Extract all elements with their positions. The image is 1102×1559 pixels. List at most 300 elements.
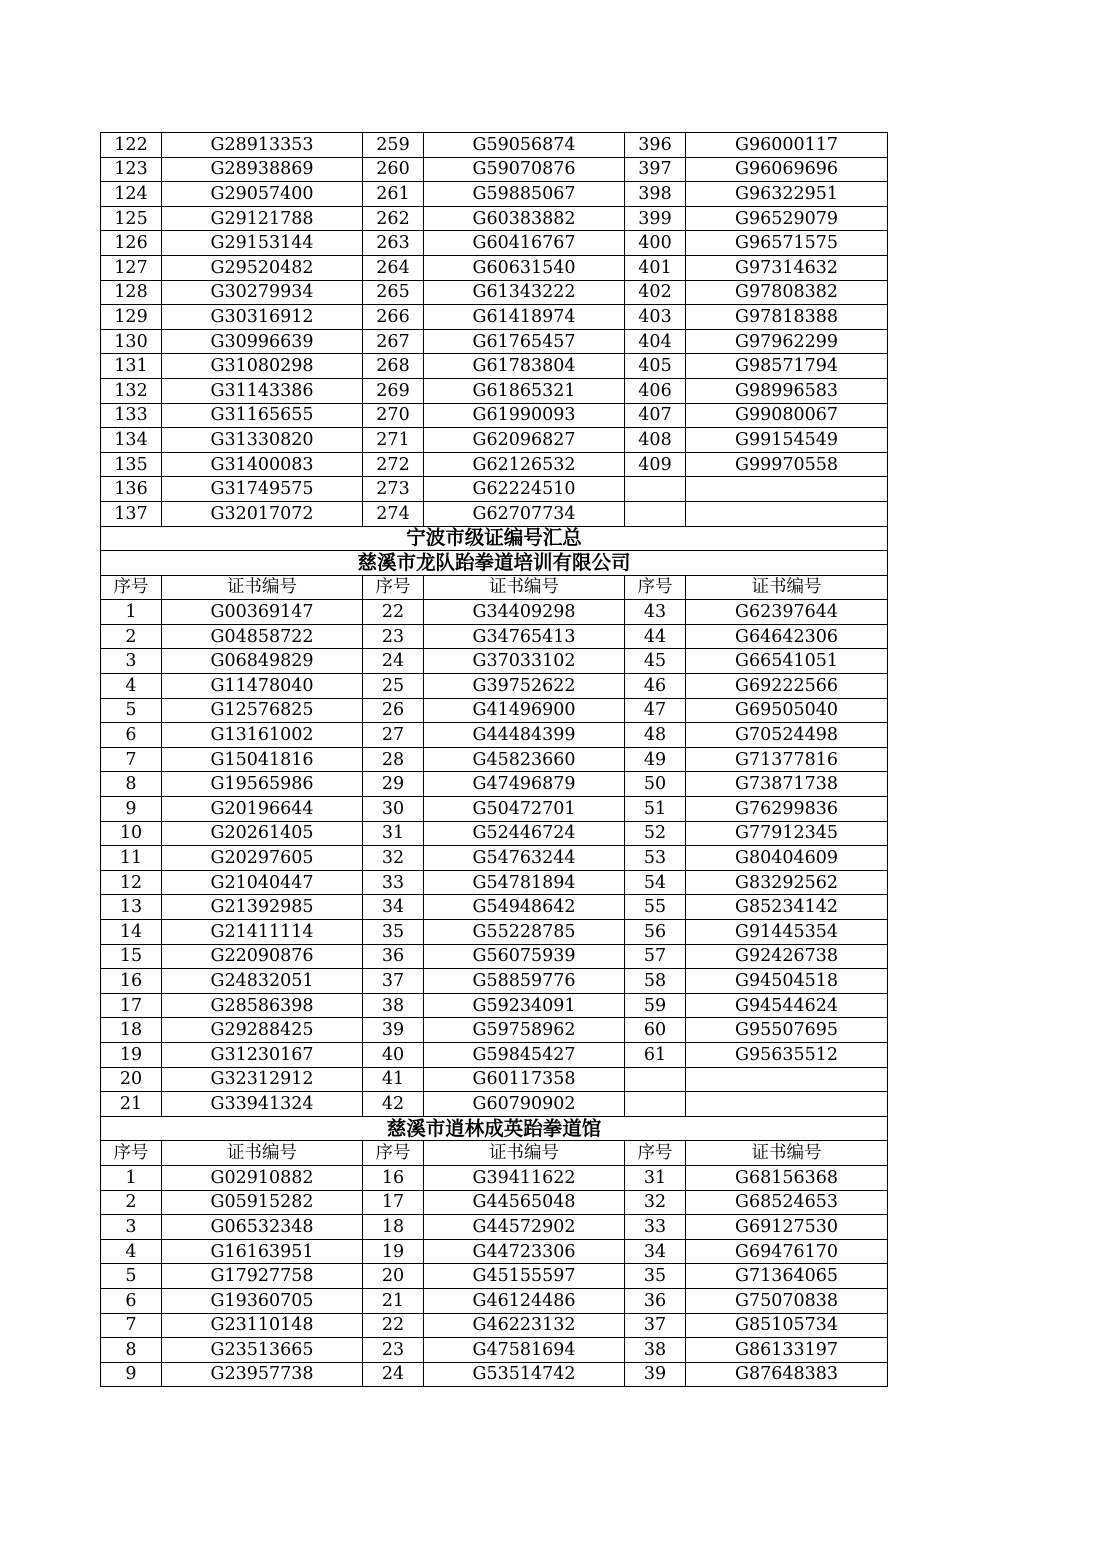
table-row (101, 772, 888, 797)
cert-number-cell: G71377816 (686, 747, 888, 772)
cert-number-cell: G86133197 (686, 1338, 888, 1363)
seq-cell: 133 (101, 403, 162, 428)
seq-cell: 45 (625, 649, 686, 674)
column-header-row (101, 575, 888, 600)
seq-cell: 403 (625, 305, 686, 330)
cert-number-cell: G39411622 (424, 1165, 625, 1190)
seq-cell: 7 (101, 1313, 162, 1338)
cert-number-cell: G59758962 (424, 1018, 625, 1043)
seq-cell: 268 (363, 354, 424, 379)
seq-cell: 23 (363, 624, 424, 649)
seq-cell: 35 (625, 1264, 686, 1289)
table-row (101, 649, 888, 674)
seq-cell: 124 (101, 182, 162, 207)
section-title: 慈溪市逍林成英跆拳道馆 (101, 1116, 888, 1141)
table-row (101, 231, 888, 256)
summary-title: 宁波市级证编号汇总 (101, 526, 888, 551)
seq-cell: 16 (363, 1165, 424, 1190)
seq-cell: 38 (363, 993, 424, 1018)
table-row (101, 797, 888, 822)
cert-number-cell: G00369147 (162, 600, 363, 625)
table-row (101, 1190, 888, 1215)
seq-cell: 273 (363, 477, 424, 502)
seq-cell: 37 (363, 969, 424, 994)
cert-number-cell: G37033102 (424, 649, 625, 674)
seq-cell (625, 1092, 686, 1117)
seq-cell: 128 (101, 280, 162, 305)
table-row (101, 895, 888, 920)
cert-number-cell: G23513665 (162, 1338, 363, 1363)
cert-number-cell: G69505040 (686, 698, 888, 723)
table-row (101, 747, 888, 772)
cert-number-cell: G61343222 (424, 280, 625, 305)
cert-number-cell: G30996639 (162, 329, 363, 354)
cert-number-cell: G30279934 (162, 280, 363, 305)
seq-cell: 43 (625, 600, 686, 625)
section-title-row (101, 1116, 888, 1141)
seq-cell: 22 (363, 1313, 424, 1338)
cert-number-cell: G05915282 (162, 1190, 363, 1215)
cert-number-cell: G20297605 (162, 846, 363, 871)
table-row (101, 403, 888, 428)
table-row (101, 477, 888, 502)
cert-number-cell: G24832051 (162, 969, 363, 994)
cert-number-cell: G31230167 (162, 1042, 363, 1067)
table-row (101, 182, 888, 207)
seq-cell: 406 (625, 378, 686, 403)
seq-cell: 21 (101, 1092, 162, 1117)
table-row (101, 1092, 888, 1117)
seq-cell: 264 (363, 255, 424, 280)
seq-cell: 129 (101, 305, 162, 330)
cert-number-cell: G62397644 (686, 600, 888, 625)
seq-cell: 15 (101, 944, 162, 969)
cert-number-header: 证书编号 (686, 1141, 888, 1166)
seq-cell: 60 (625, 1018, 686, 1043)
cert-number-cell: G04858722 (162, 624, 363, 649)
seq-cell: 262 (363, 206, 424, 231)
cert-number-cell: G61783804 (424, 354, 625, 379)
seq-cell: 40 (363, 1042, 424, 1067)
cert-number-cell: G56075939 (424, 944, 625, 969)
cert-number-cell: G69127530 (686, 1215, 888, 1240)
cert-number-cell: G59845427 (424, 1042, 625, 1067)
seq-cell: 126 (101, 231, 162, 256)
seq-cell: 400 (625, 231, 686, 256)
cert-number-cell: G96322951 (686, 182, 888, 207)
cert-number-cell: G53514742 (424, 1362, 625, 1387)
cert-number-cell: G97818388 (686, 305, 888, 330)
table-row (101, 157, 888, 182)
table-row (101, 1018, 888, 1043)
seq-cell: 404 (625, 329, 686, 354)
seq-cell: 61 (625, 1042, 686, 1067)
seq-cell: 14 (101, 920, 162, 945)
seq-cell: 25 (363, 674, 424, 699)
seq-cell: 20 (363, 1264, 424, 1289)
cert-number-header: 证书编号 (686, 575, 888, 600)
seq-cell: 19 (101, 1042, 162, 1067)
table-row (101, 329, 888, 354)
seq-cell: 274 (363, 501, 424, 526)
cert-number-cell: G28938869 (162, 157, 363, 182)
seq-cell: 261 (363, 182, 424, 207)
cert-number-cell: G59234091 (424, 993, 625, 1018)
seq-cell: 269 (363, 378, 424, 403)
seq-cell: 17 (101, 993, 162, 1018)
cert-number-cell: G34409298 (424, 600, 625, 625)
seq-cell: 44 (625, 624, 686, 649)
seq-cell: 31 (363, 821, 424, 846)
seq-cell: 7 (101, 747, 162, 772)
seq-cell: 399 (625, 206, 686, 231)
cert-number-cell: G02910882 (162, 1165, 363, 1190)
seq-header: 序号 (625, 575, 686, 600)
table-row (101, 354, 888, 379)
seq-header: 序号 (363, 1141, 424, 1166)
seq-cell: 8 (101, 772, 162, 797)
cert-number-cell: G97962299 (686, 329, 888, 354)
table-row (101, 624, 888, 649)
seq-header: 序号 (101, 1141, 162, 1166)
cert-number-cell: G60790902 (424, 1092, 625, 1117)
column-header-row (101, 1141, 888, 1166)
seq-cell: 51 (625, 797, 686, 822)
cert-number-cell: G66541051 (686, 649, 888, 674)
seq-cell: 4 (101, 674, 162, 699)
cert-number-cell: G31400083 (162, 452, 363, 477)
table-row (101, 846, 888, 871)
seq-cell: 11 (101, 846, 162, 871)
seq-cell: 52 (625, 821, 686, 846)
cert-number-cell: G68156368 (686, 1165, 888, 1190)
seq-cell: 18 (363, 1215, 424, 1240)
seq-cell: 48 (625, 723, 686, 748)
cert-number-cell: G61990093 (424, 403, 625, 428)
cert-number-cell: G92426738 (686, 944, 888, 969)
cert-number-cell: G44484399 (424, 723, 625, 748)
table-row (101, 870, 888, 895)
table-row (101, 993, 888, 1018)
seq-cell: 132 (101, 378, 162, 403)
cert-number-cell: G77912345 (686, 821, 888, 846)
cert-number-cell: G91445354 (686, 920, 888, 945)
seq-cell: 28 (363, 747, 424, 772)
summary-title-row (101, 526, 888, 551)
table-row (101, 1215, 888, 1240)
table-row (101, 920, 888, 945)
cert-number-cell: G85234142 (686, 895, 888, 920)
section-title-row (101, 551, 888, 576)
cert-number-cell: G13161002 (162, 723, 363, 748)
cert-number-cell: G06849829 (162, 649, 363, 674)
seq-cell: 401 (625, 255, 686, 280)
cert-number-cell: G99080067 (686, 403, 888, 428)
cert-number-cell: G97314632 (686, 255, 888, 280)
cert-number-cell: G12576825 (162, 698, 363, 723)
cert-number-cell (686, 501, 888, 526)
seq-cell: 54 (625, 870, 686, 895)
seq-cell: 24 (363, 649, 424, 674)
seq-cell: 10 (101, 821, 162, 846)
cert-number-cell: G33941324 (162, 1092, 363, 1117)
cert-number-cell: G31080298 (162, 354, 363, 379)
seq-cell: 53 (625, 846, 686, 871)
cert-number-cell: G28586398 (162, 993, 363, 1018)
seq-cell: 6 (101, 723, 162, 748)
cert-number-cell: G54948642 (424, 895, 625, 920)
cert-number-cell: G99970558 (686, 452, 888, 477)
seq-cell: 16 (101, 969, 162, 994)
seq-cell: 55 (625, 895, 686, 920)
cert-number-cell: G45155597 (424, 1264, 625, 1289)
cert-number-cell: G54763244 (424, 846, 625, 871)
seq-cell: 42 (363, 1092, 424, 1117)
seq-cell: 34 (625, 1239, 686, 1264)
seq-header: 序号 (101, 575, 162, 600)
cert-number-cell: G47496879 (424, 772, 625, 797)
cert-number-cell: G32312912 (162, 1067, 363, 1092)
cert-number-cell: G20196644 (162, 797, 363, 822)
seq-cell: 9 (101, 797, 162, 822)
seq-cell: 22 (363, 600, 424, 625)
cert-number-cell: G73871738 (686, 772, 888, 797)
cert-number-cell: G41496900 (424, 698, 625, 723)
table-row (101, 1067, 888, 1092)
cert-number-cell: G62224510 (424, 477, 625, 502)
seq-cell: 130 (101, 329, 162, 354)
cert-number-cell: G59056874 (424, 133, 625, 158)
cert-number-cell: G62707734 (424, 501, 625, 526)
table-row (101, 1362, 888, 1387)
table-row (101, 674, 888, 699)
seq-cell: 259 (363, 133, 424, 158)
cert-number-header: 证书编号 (162, 575, 363, 600)
seq-cell: 39 (363, 1018, 424, 1043)
seq-cell: 38 (625, 1338, 686, 1363)
cert-number-cell: G21392985 (162, 895, 363, 920)
seq-cell: 56 (625, 920, 686, 945)
seq-cell: 50 (625, 772, 686, 797)
seq-cell: 27 (363, 723, 424, 748)
seq-cell: 47 (625, 698, 686, 723)
seq-cell: 123 (101, 157, 162, 182)
cert-number-header: 证书编号 (424, 1141, 625, 1166)
cert-number-cell: G19565986 (162, 772, 363, 797)
table-row (101, 1264, 888, 1289)
seq-cell: 23 (363, 1338, 424, 1363)
table-row (101, 969, 888, 994)
cert-number-cell: G16163951 (162, 1239, 363, 1264)
cert-number-cell: G46124486 (424, 1288, 625, 1313)
cert-number-cell: G28913353 (162, 133, 363, 158)
cert-number-cell: G29288425 (162, 1018, 363, 1043)
seq-cell: 3 (101, 1215, 162, 1240)
seq-cell: 409 (625, 452, 686, 477)
seq-cell: 12 (101, 870, 162, 895)
cert-number-cell: G17927758 (162, 1264, 363, 1289)
cert-number-cell: G70524498 (686, 723, 888, 748)
seq-cell: 36 (625, 1288, 686, 1313)
cert-number-header: 证书编号 (424, 575, 625, 600)
seq-cell: 136 (101, 477, 162, 502)
seq-cell: 1 (101, 600, 162, 625)
seq-cell: 135 (101, 452, 162, 477)
cert-number-cell: G60383882 (424, 206, 625, 231)
cert-number-cell: G95507695 (686, 1018, 888, 1043)
cert-number-cell: G96069696 (686, 157, 888, 182)
cert-number-cell: G30316912 (162, 305, 363, 330)
seq-cell: 34 (363, 895, 424, 920)
seq-cell: 131 (101, 354, 162, 379)
cert-number-cell: G83292562 (686, 870, 888, 895)
seq-cell: 35 (363, 920, 424, 945)
seq-cell: 137 (101, 501, 162, 526)
seq-cell: 33 (625, 1215, 686, 1240)
seq-cell: 3 (101, 649, 162, 674)
cert-number-cell: G87648383 (686, 1362, 888, 1387)
table-row (101, 255, 888, 280)
table-row (101, 723, 888, 748)
cert-number-cell: G58859776 (424, 969, 625, 994)
cert-number-header: 证书编号 (162, 1141, 363, 1166)
seq-cell: 24 (363, 1362, 424, 1387)
seq-cell: 125 (101, 206, 162, 231)
cert-number-cell: G62096827 (424, 428, 625, 453)
seq-cell: 29 (363, 772, 424, 797)
cert-number-cell: G68524653 (686, 1190, 888, 1215)
cert-number-cell: G46223132 (424, 1313, 625, 1338)
cert-number-cell: G54781894 (424, 870, 625, 895)
seq-cell: 265 (363, 280, 424, 305)
cert-number-cell (686, 477, 888, 502)
cert-number-cell: G34765413 (424, 624, 625, 649)
seq-cell: 407 (625, 403, 686, 428)
seq-cell: 2 (101, 1190, 162, 1215)
cert-number-cell: G59885067 (424, 182, 625, 207)
table-row (101, 428, 888, 453)
cert-number-cell: G29121788 (162, 206, 363, 231)
cert-number-cell: G31330820 (162, 428, 363, 453)
table-row (101, 452, 888, 477)
cert-number-cell: G20261405 (162, 821, 363, 846)
table-row (101, 133, 888, 158)
cert-number-cell: G44723306 (424, 1239, 625, 1264)
seq-cell: 5 (101, 698, 162, 723)
table-row (101, 501, 888, 526)
cert-number-cell: G60416767 (424, 231, 625, 256)
seq-cell: 134 (101, 428, 162, 453)
seq-cell: 271 (363, 428, 424, 453)
cert-number-cell: G31143386 (162, 378, 363, 403)
table-row (101, 1288, 888, 1313)
cert-number-cell: G29520482 (162, 255, 363, 280)
cert-number-cell: G29153144 (162, 231, 363, 256)
cert-number-cell: G55228785 (424, 920, 625, 945)
seq-cell: 19 (363, 1239, 424, 1264)
cert-number-cell: G96529079 (686, 206, 888, 231)
seq-cell: 49 (625, 747, 686, 772)
seq-cell: 8 (101, 1338, 162, 1363)
certificate-table (100, 132, 888, 1387)
seq-cell: 26 (363, 698, 424, 723)
table-row (101, 698, 888, 723)
seq-cell: 20 (101, 1067, 162, 1092)
seq-cell: 270 (363, 403, 424, 428)
seq-cell: 31 (625, 1165, 686, 1190)
cert-number-cell: G21040447 (162, 870, 363, 895)
seq-cell: 33 (363, 870, 424, 895)
table-row (101, 305, 888, 330)
table-row (101, 821, 888, 846)
cert-number-cell: G98996583 (686, 378, 888, 403)
seq-cell: 58 (625, 969, 686, 994)
cert-number-cell: G32017072 (162, 501, 363, 526)
cert-number-cell: G61765457 (424, 329, 625, 354)
cert-number-cell: G15041816 (162, 747, 363, 772)
cert-number-cell: G94544624 (686, 993, 888, 1018)
seq-cell: 30 (363, 797, 424, 822)
cert-number-cell: G23957738 (162, 1362, 363, 1387)
seq-cell: 6 (101, 1288, 162, 1313)
cert-number-cell: G98571794 (686, 354, 888, 379)
table-row (101, 1165, 888, 1190)
cert-number-cell: G94504518 (686, 969, 888, 994)
seq-cell: 260 (363, 157, 424, 182)
cert-number-cell: G96571575 (686, 231, 888, 256)
seq-cell: 397 (625, 157, 686, 182)
table-row (101, 1313, 888, 1338)
cert-number-cell: G47581694 (424, 1338, 625, 1363)
seq-cell: 32 (363, 846, 424, 871)
seq-cell: 127 (101, 255, 162, 280)
cert-number-cell: G11478040 (162, 674, 363, 699)
cert-number-cell: G23110148 (162, 1313, 363, 1338)
table-row (101, 378, 888, 403)
seq-cell: 46 (625, 674, 686, 699)
seq-header: 序号 (625, 1141, 686, 1166)
seq-cell: 57 (625, 944, 686, 969)
cert-number-cell: G76299836 (686, 797, 888, 822)
seq-cell: 17 (363, 1190, 424, 1215)
cert-number-cell: G75070838 (686, 1288, 888, 1313)
seq-cell (625, 477, 686, 502)
cert-number-cell: G97808382 (686, 280, 888, 305)
seq-cell: 405 (625, 354, 686, 379)
seq-cell: 267 (363, 329, 424, 354)
seq-cell: 39 (625, 1362, 686, 1387)
seq-cell: 18 (101, 1018, 162, 1043)
seq-cell: 266 (363, 305, 424, 330)
section-title: 慈溪市龙队跆拳道培训有限公司 (101, 551, 888, 576)
cert-number-cell: G62126532 (424, 452, 625, 477)
seq-cell: 37 (625, 1313, 686, 1338)
cert-number-cell: G44565048 (424, 1190, 625, 1215)
seq-cell: 21 (363, 1288, 424, 1313)
cert-number-cell (686, 1092, 888, 1117)
cert-number-cell: G52446724 (424, 821, 625, 846)
seq-cell: 402 (625, 280, 686, 305)
cert-number-cell: G61418974 (424, 305, 625, 330)
table-row (101, 1042, 888, 1067)
seq-cell: 41 (363, 1067, 424, 1092)
cert-number-cell: G64642306 (686, 624, 888, 649)
cert-number-cell: G69222566 (686, 674, 888, 699)
cert-number-cell: G22090876 (162, 944, 363, 969)
seq-cell (625, 1067, 686, 1092)
cert-number-cell: G85105734 (686, 1313, 888, 1338)
cert-number-cell: G50472701 (424, 797, 625, 822)
